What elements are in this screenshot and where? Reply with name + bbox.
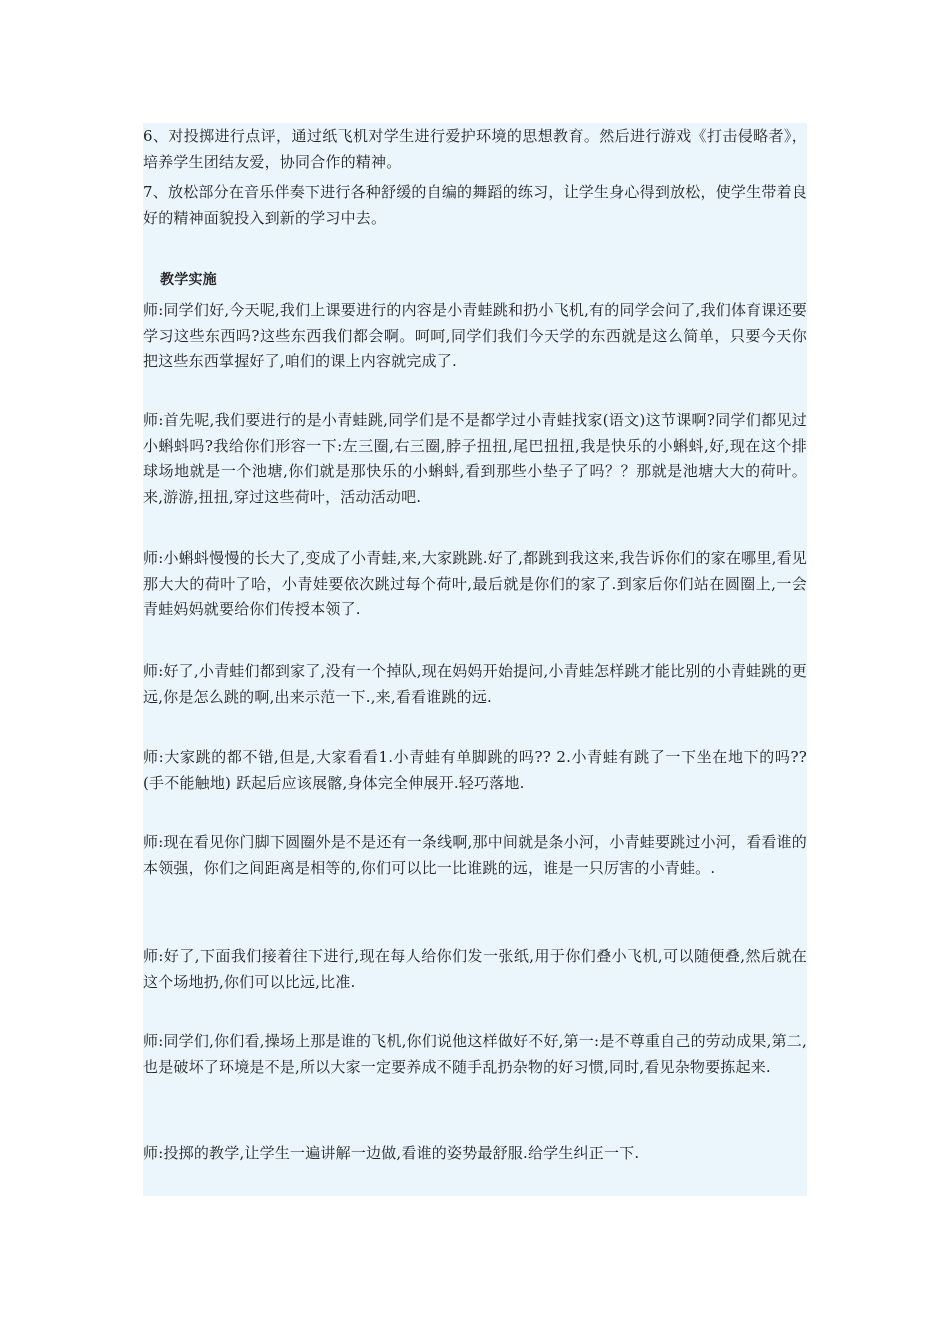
paragraph: 师:好了,小青蛙们都到家了,没有一个掉队,现在妈妈开始提问,小青蛙怎样跳才能比别的小青蛙跳的更远,你是怎么跳的啊,出来示范一下.,来,看看谁跳的远. (143, 662, 807, 706)
paragraph: 师:大家跳的都不错,但是,大家看看1.小青蛙有单脚跳的吗?? 2.小青蛙有跳了一下坐在地下的吗??(手不能触地) 跃起后应该展髂,身体完全伸展开.轻巧落地. (143, 748, 807, 792)
list-item-7: 7、放松部分在音乐伴奏下进行各种舒缓的自编的舞蹈的练习，让学生身心得到放松，使学生带着良好的精神面貌投入到新的学习中去。 (143, 183, 807, 227)
section-heading: 教学实施 (160, 272, 217, 288)
paragraph: 师:投掷的教学,让学生一遍讲解一边做,看谁的姿势最舒服.给学生纠正一下. (143, 1144, 640, 1162)
document-page (143, 123, 807, 1196)
paragraph: 师:同学们,你们看,操场上那是谁的飞机,你们说他这样做好不好,第一:是不尊重自己的劳动成果,第二,也是破坏了环境是不是,所以大家一定要养成不随手乱扔杂物的好习惯,同时,看见杂物要拣起来. (143, 1032, 807, 1076)
paragraph: 师:同学们好,今天呢,我们上课要进行的内容是小青蛙跳和扔小飞机,有的同学会问了,我们体育课还要学习这些东西吗?这些东西我们都会啊。呵呵,同学们我们今天学的东西就是这么简单，只要今天你把这些东西掌握好了,咱们的课上内容就完成了. (143, 301, 807, 370)
paragraph: 师:现在看见你门脚下圆圈外是不是还有一条线啊,那中间就是条小河，小青蛙要跳过小河，看看谁的本领强，你们之间距离是相等的,你们可以比一比谁跳的远，谁是一只厉害的小青蛙。. (143, 833, 807, 877)
paragraph: 师:首先呢,我们要进行的是小青蛙跳,同学们是不是都学过小青蛙找家(语文)这节课啊?同学们都见过小蝌蚪吗?我给你们形容一下:左三圈,右三圈,脖子扭扭,尾巴扭扭,我是快乐的小蝌蚪,好,现在这个排球场地就是一个池塘,你们就是那快乐的小蝌蚪,看到那些小垫子了吗？？那就是池塘大大的荷叶。来,游游,扭扭,穿过这些荷叶，活动活动吧. (143, 411, 807, 506)
list-item-6: 6、对投掷进行点评，通过纸飞机对学生进行爱护环境的思想教育。然后进行游戏《打击侵略者》，培养学生团结友爱，协同合作的精神。 (143, 127, 807, 171)
paragraph: 师:小蝌蚪慢慢的长大了,变成了小青蛙,来,大家跳跳.好了,都跳到我这来,我告诉你们的家在哪里,看见那大大的荷叶了哈，小青娃要依次跳过每个荷叶,最后就是你们的家了.到家后你们站在圆圈上,一会青蛙妈妈就要给你们传授本领了. (143, 549, 807, 618)
paragraph: 师:好了,下面我们接着往下进行,现在每人给你们发一张纸,用于你们叠小飞机,可以随便叠,然后就在这个场地扔,你们可以比远,比准. (143, 947, 807, 991)
